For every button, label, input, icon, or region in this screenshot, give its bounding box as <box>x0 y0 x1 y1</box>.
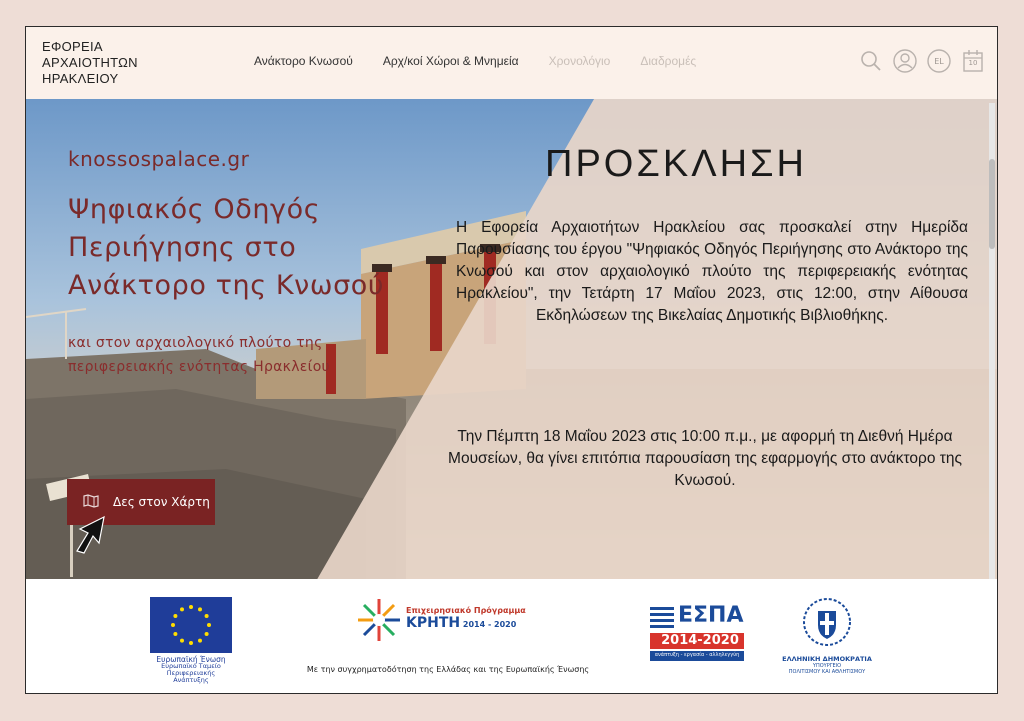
language-selector[interactable] <box>927 49 951 73</box>
calendar-day: 10 <box>968 59 978 67</box>
eu-caption: Ευρωπαϊκό Ταμείο <box>161 662 221 670</box>
funding-footer <box>26 579 997 694</box>
language-label: EL <box>934 56 944 66</box>
site-url: knossospalace.gr <box>68 147 250 171</box>
ministry-label: ΥΠΟΥΡΓΕΙΟ <box>812 663 842 669</box>
espa-title: ΕΣΠΑ <box>678 603 744 628</box>
nav-icons <box>859 49 985 73</box>
espa-logo <box>650 605 746 667</box>
top-navigation <box>26 27 997 99</box>
crete-program-label: Επιχειρησιακό Πρόγραμμα <box>406 606 526 615</box>
calendar-icon[interactable] <box>961 49 985 73</box>
nav-item-sites-monuments[interactable]: Αρχ/κοί Χώροι & Μνημεία <box>382 54 519 68</box>
see-on-map-label: Δες στον Χάρτη <box>113 495 210 509</box>
logo-line: ΗΡΑΚΛΕΙΟΥ <box>42 71 119 86</box>
crete-years: 2014 - 2020 <box>462 620 517 629</box>
logo-line: ΑΡΧΑΙΟΤΗΤΩΝ <box>42 55 138 70</box>
nav-item-chronology[interactable]: Χρονολόγιο <box>548 54 611 68</box>
espa-years: 2014-2020 <box>661 633 739 648</box>
eu-caption: Περιφερειακής Ανάπτυξης <box>166 669 216 684</box>
hero-subtitle: και στον αρχαιολογικό πλούτο της περιφερειακής ενότητας Ηρακλείου <box>68 335 330 375</box>
eu-logo <box>150 597 232 684</box>
greek-emblem-icon <box>802 597 852 647</box>
user-icon[interactable] <box>893 49 917 73</box>
nav-item-routes[interactable]: Διαδρομές <box>640 54 697 68</box>
eu-caption: Ευρωπαϊκή Ένωση <box>156 655 226 664</box>
cofinancing-note: Με την συγχρηματοδότηση της Ελλάδας και της Ευρωπαϊκής Ένωσης <box>306 665 590 674</box>
mouse-pointer-icon <box>74 515 108 555</box>
hero-title: Ψηφιακός Οδηγός Περιήγησης στο Ανάκτορο της Κνωσού <box>68 194 385 301</box>
invitation-paragraph: Η Εφορεία Αρχαιοτήτων Ηρακλείου σας προσκαλεί στην Ημερίδα Παρουσίασης του έργου "Ψηφιακός Οδηγός Περιήγησης στο Ανάκτορο της Κνωσού και στον αρχαιολογικό πλούτο της περιφερειακής ενότητας Ηρακλείου", την Τετάρτη 17 Μαΐου 2023, στις 12:00, στην Αίθουσα Εκδηλώσεων της Βικελαίας Δημοτικής Βιβλιοθήκης. <box>456 219 968 324</box>
hellenic-republic-logo <box>782 597 872 675</box>
nav-item-knossos-palace[interactable]: Ανάκτορο Κνωσού <box>254 54 353 68</box>
hellenic-republic-label: ΕΛΛΗΝΙΚΗ ΔΗΜΟΚΡΑΤΙΑ <box>782 655 872 663</box>
eu-flag-icon <box>150 597 232 653</box>
page-frame <box>25 26 998 694</box>
search-icon[interactable] <box>859 49 883 73</box>
map-icon <box>83 494 99 511</box>
site-logo[interactable] <box>42 39 138 87</box>
logo-line: ΕΦΟΡΕΙΑ <box>42 39 103 54</box>
crete-name: ΚΡΗΤΗ <box>406 615 461 631</box>
nav-links <box>254 54 696 68</box>
invitation-title: ΠΡΟΣΚΛΗΣΗ <box>545 143 807 185</box>
hero-section <box>26 99 997 579</box>
ministry-label: ΠΟΛΙΤΙΣΜΟΥ ΚΑΙ ΑΘΛΗΤΙΣΜΟΥ <box>788 669 866 675</box>
scrollbar-thumb[interactable] <box>989 159 995 249</box>
espa-slogan: ανάπτυξη - εργασία - αλληλεγγύη <box>654 652 740 658</box>
crete-burst-icon <box>354 595 404 645</box>
invitation-paragraph: Την Πέμπτη 18 Μαΐου 2023 στις 10:00 π.μ., με αφορμή τη Διεθνή Ημέρα Μουσείων, θα γίνει επιτόπια παρουσίαση της εφαρμογής στο ανάκτορο της Κνωσού. <box>448 428 962 489</box>
crete-program-logo <box>354 595 534 649</box>
